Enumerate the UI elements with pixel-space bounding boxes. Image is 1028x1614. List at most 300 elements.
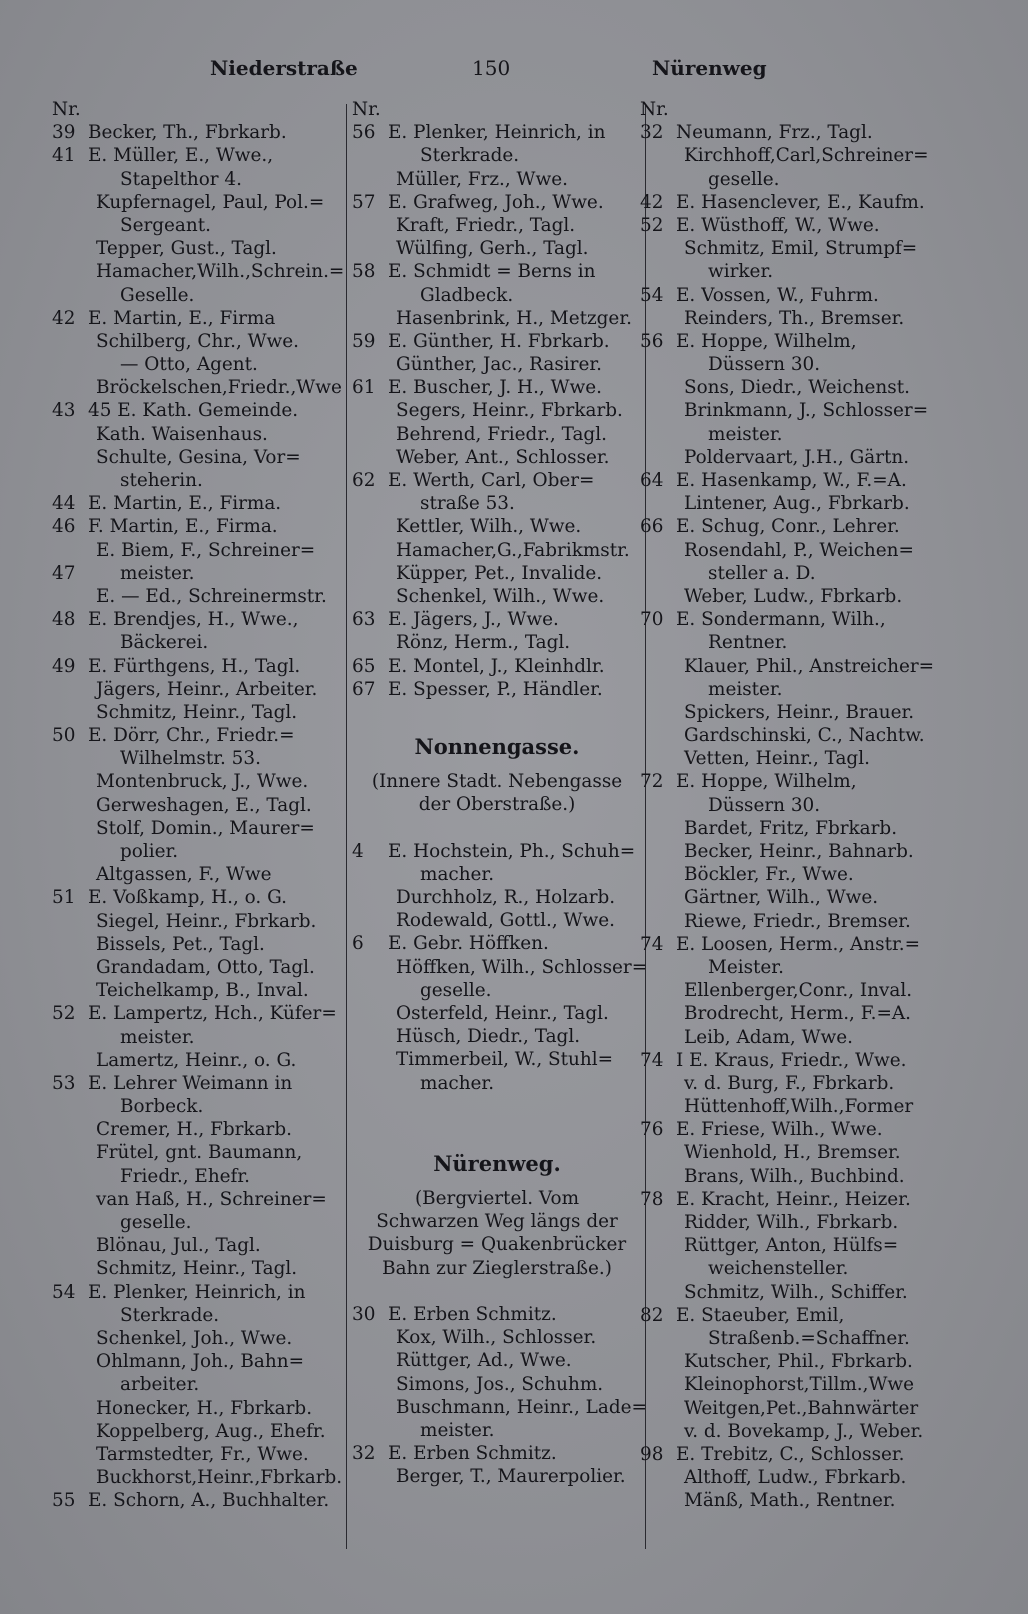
house-number: 61 <box>352 377 376 399</box>
house-number: 52 <box>640 214 664 236</box>
entry-text: Reinders, Th., Bremser. <box>684 307 905 329</box>
entry-text: geselle. <box>708 168 780 190</box>
house-number: 50 <box>52 725 76 747</box>
entry-text: E. Montel, J., Kleinhdlr. <box>388 655 605 677</box>
directory-entry <box>640 1072 940 1095</box>
directory-entry <box>352 1072 642 1095</box>
entry-text: Sergeant. <box>120 214 211 236</box>
directory-entry <box>640 562 940 585</box>
entry-text: E. Wüsthoff, W., Wwe. <box>676 214 880 236</box>
directory-entry <box>52 1165 344 1188</box>
directory-entry <box>640 724 940 747</box>
entry-text: E. Günther, H. Fbrkarb. <box>388 330 610 352</box>
entry-text: Becker, Heinr., Bahnarb. <box>684 841 914 862</box>
directory-entry <box>640 423 940 446</box>
entry-text: E. Friese, Wilh., Wwe. <box>676 1119 883 1141</box>
house-number: 56 <box>352 122 376 144</box>
entry-text: Grandadam, Otto, Tagl. <box>96 956 315 978</box>
entry-text: Weber, Ant., Schlosser. <box>396 446 610 468</box>
entry-text: Schenkel, Joh., Wwe. <box>96 1327 293 1349</box>
entry-text: Segers, Heinr., Fbrkarb. <box>396 400 623 422</box>
entry-text: Mänß, Math., Rentner. <box>684 1490 896 1512</box>
directory-entry <box>640 1443 940 1466</box>
section-title-nonnengasse: Nonnengasse. <box>414 734 580 760</box>
house-number: 82 <box>640 1304 664 1326</box>
directory-entry <box>352 307 642 330</box>
directory-entry <box>352 1419 642 1442</box>
entry-text: Bardet, Fritz, Fbrkarb. <box>684 817 898 839</box>
entry-text: Leib, Adam, Wwe. <box>684 1026 853 1048</box>
entry-text: Kath. Waisenhaus. <box>96 423 268 445</box>
entry-text: E. — Ed., Schreinermstr. <box>96 585 327 607</box>
directory-entry <box>52 1072 344 1095</box>
section-description: Duisburg = Quakenbrücker <box>367 1234 627 1256</box>
entry-text: E. Kracht, Heinr., Heizer. <box>676 1188 911 1210</box>
directory-entry <box>52 539 344 562</box>
entry-text: Küpper, Pet., Invalide. <box>396 562 603 584</box>
entry-text: I E. Kraus, Friedr., Wwe. <box>676 1049 907 1071</box>
header-left-street: Niederstraße <box>210 56 358 80</box>
entry-text: v. d. Bovekamp, J., Weber. <box>684 1420 924 1442</box>
directory-entry <box>640 817 940 840</box>
house-number: 46 <box>52 516 76 538</box>
entry-text: Frütel, gnt. Baumann, <box>96 1142 303 1164</box>
directory-entry <box>52 144 344 167</box>
directory-entry <box>640 840 940 863</box>
entry-text: Rodewald, Gottl., Wwe. <box>396 910 615 932</box>
entry-text: Rüttger, Anton, Hülfs= <box>684 1235 899 1257</box>
entry-text: Lamertz, Heinr., o. G. <box>96 1049 297 1071</box>
section-description: Schwarzen Weg längs der <box>376 1211 618 1233</box>
directory-entry <box>640 284 940 307</box>
directory-entry <box>52 933 344 956</box>
entry-text: Düssern 30. <box>708 354 821 376</box>
directory-entry <box>640 631 940 654</box>
house-number: 64 <box>640 470 664 491</box>
entry-text: Vetten, Heinr., Tagl. <box>684 748 870 770</box>
directory-entry <box>352 191 642 214</box>
house-number: 78 <box>640 1188 664 1210</box>
directory-entry <box>352 608 642 631</box>
entry-text: Wilhelmstr. 53. <box>120 748 261 770</box>
directory-entry <box>352 631 642 654</box>
house-number: 74 <box>640 933 664 955</box>
directory-entry <box>640 98 940 121</box>
entry-text: E. Hasenkamp, W., F.=A. <box>676 470 907 491</box>
directory-entry <box>52 376 344 399</box>
entry-text: Kupfernagel, Paul, Pol.= <box>96 191 325 213</box>
entry-text: Althoff, Ludw., Fbrkarb. <box>684 1467 907 1489</box>
column-left <box>52 98 344 1512</box>
directory-entry <box>640 121 940 144</box>
entry-text: Simons, Jos., Schuhm. <box>396 1373 604 1395</box>
entry-text: E. Werth, Carl, Ober= <box>388 470 595 491</box>
directory-entry <box>52 840 344 863</box>
directory-entry <box>640 1118 940 1141</box>
directory-entry <box>640 539 940 562</box>
entry-text: Riewe, Friedr., Bremser. <box>684 910 911 932</box>
entry-text: — Otto, Agent. <box>120 354 258 376</box>
section-description: (Innere Stadt. Nebengasse <box>371 771 623 793</box>
entry-text: Borbeck. <box>120 1096 204 1118</box>
directory-entry <box>352 956 648 979</box>
directory-entry <box>52 237 344 260</box>
entry-text: Ridder, Wilh., Fbrkarb. <box>684 1212 899 1233</box>
house-number: Nr. <box>640 99 669 120</box>
house-number: 63 <box>352 609 376 631</box>
entry-text: Böckler, Fr., Wwe. <box>684 864 854 886</box>
entry-text: Teichelkamp, B., Inval. <box>96 980 309 1002</box>
directory-entry <box>52 631 344 654</box>
house-number: 30 <box>352 1304 376 1325</box>
entry-text: E. Schmidt = Berns in <box>388 261 596 283</box>
section-title-nuerenweg: Nürenweg. <box>433 1151 561 1177</box>
entry-text: Cremer, H., Fbrkarb. <box>96 1119 292 1141</box>
entry-text: Geselle. <box>120 284 195 306</box>
directory-entry <box>352 492 642 515</box>
entry-text: Osterfeld, Heinr., Tagl. <box>396 1002 609 1024</box>
directory-entry <box>640 701 940 724</box>
entry-text: E. Jägers, J., Wwe. <box>388 609 559 631</box>
directory-entry <box>352 260 642 283</box>
entry-text: van Haß, H., Schreiner= <box>96 1188 327 1210</box>
house-number: 41 <box>52 145 76 167</box>
entry-text: polier. <box>120 841 179 862</box>
entry-text: Berger, T., Maurerpolier. <box>396 1466 626 1488</box>
directory-entry <box>640 863 940 886</box>
entry-text: Hüsch, Diedr., Tagl. <box>396 1026 581 1048</box>
directory-entry <box>352 1025 642 1048</box>
directory-entry <box>640 1281 940 1304</box>
directory-entry <box>52 98 344 121</box>
directory-entry <box>52 423 344 446</box>
directory-entry <box>640 1304 940 1327</box>
directory-entry <box>52 562 344 585</box>
directory-entry <box>352 539 642 562</box>
entry-text: Friedr., Ehefr. <box>120 1165 250 1187</box>
entry-text: Brinkmann, J., Schlosser= <box>684 400 929 422</box>
directory-entry <box>52 399 344 422</box>
entry-text: E. Lampertz, Hch., Küfer= <box>88 1003 337 1025</box>
entry-text: Buckhorst,Heinr.,Fbrkarb. <box>96 1467 343 1489</box>
entry-text: E. Hoppe, Wilhelm, <box>676 771 857 793</box>
page-header <box>0 56 1028 92</box>
directory-entry <box>640 910 940 933</box>
entry-text: Sterkrade. <box>420 145 520 167</box>
entry-text: v. d. Burg, F., Fbrkarb. <box>684 1072 895 1094</box>
entry-text: Tarmstedter, Fr., Wwe. <box>96 1443 309 1465</box>
house-number: 32 <box>352 1443 376 1465</box>
directory-entry <box>352 237 642 260</box>
house-number: 32 <box>640 122 664 144</box>
entry-text: Buschmann, Heinr., Lade= <box>396 1396 647 1418</box>
house-number: 4 <box>352 840 364 862</box>
directory-entry <box>52 1118 344 1141</box>
directory-entry <box>52 794 344 817</box>
directory-entry <box>52 724 344 747</box>
house-number: Nr. <box>52 99 81 120</box>
entry-text: Hüttenhoff,Wilh.,Former <box>684 1096 914 1118</box>
directory-entry <box>52 330 344 353</box>
directory-entry <box>52 284 344 307</box>
directory-entry <box>640 1002 940 1025</box>
directory-entry <box>640 608 940 631</box>
section-description: der Oberstraße.) <box>418 794 576 816</box>
directory-entry <box>640 1350 940 1373</box>
directory-entry <box>52 446 344 469</box>
entry-text: E. Buscher, J. H., Wwe. <box>388 377 602 399</box>
directory-entry <box>640 1188 940 1211</box>
directory-entry <box>640 307 940 330</box>
house-number: 70 <box>640 609 664 631</box>
entry-text: Schmitz, Heinr., Tagl. <box>96 701 298 723</box>
entry-text: Brodrecht, Herm., F.=A. <box>684 1003 912 1025</box>
entry-text: meister. <box>120 562 195 584</box>
directory-entry <box>640 446 940 469</box>
entry-text: E. Brendjes, H., Wwe., <box>88 609 299 631</box>
directory-entry <box>352 932 642 955</box>
entry-text: Becker, Th., Fbrkarb. <box>88 122 287 144</box>
entry-text: Schmitz, Emil, Strumpf= <box>684 238 918 260</box>
house-number: Nr. <box>352 99 381 120</box>
entry-text: Höffken, Wilh., Schlosser= <box>396 956 648 978</box>
house-number: 72 <box>640 771 664 793</box>
entry-text: Sons, Diedr., Weichenst. <box>684 377 910 399</box>
house-number: 55 <box>52 1490 76 1512</box>
section-description: (Bergviertel. Vom <box>414 1188 580 1210</box>
directory-entry <box>640 1026 940 1049</box>
entry-text: E. Erben Schmitz. <box>388 1304 557 1325</box>
entry-text: Lintener, Aug., Fbrkarb. <box>684 493 910 515</box>
house-number: 59 <box>352 330 376 352</box>
directory-entry <box>352 399 642 422</box>
directory-entry <box>640 399 940 422</box>
directory-entry <box>52 585 344 608</box>
house-number: 51 <box>52 887 76 909</box>
directory-entry <box>640 353 940 376</box>
directory-entry <box>52 886 344 909</box>
directory-entry <box>352 909 642 932</box>
house-number: 58 <box>352 261 376 283</box>
directory-entry <box>352 562 642 585</box>
entry-text: E. Gebr. Höffken. <box>388 933 549 955</box>
directory-entry <box>352 1303 642 1326</box>
directory-entry <box>640 933 940 956</box>
house-number: 56 <box>640 330 664 352</box>
entry-text: E. Hochstein, Ph., Schuh= <box>388 840 636 862</box>
entry-text: Schmitz, Heinr., Tagl. <box>96 1258 298 1280</box>
directory-entry <box>52 817 344 840</box>
directory-entry <box>52 1002 344 1025</box>
house-number: 98 <box>640 1443 664 1465</box>
entry-text: Kox, Wilh., Schlosser. <box>396 1327 597 1349</box>
entry-text: E. Erben Schmitz. <box>388 1443 557 1465</box>
directory-entry <box>352 284 642 307</box>
entry-text: Spickers, Heinr., Brauer. <box>684 701 915 723</box>
directory-entry <box>52 1397 344 1420</box>
directory-entry <box>352 144 642 167</box>
entry-text: Günther, Jac., Rasirer. <box>396 354 602 376</box>
directory-entry <box>640 144 940 167</box>
directory-entry <box>52 1466 344 1489</box>
house-number: 57 <box>352 191 376 213</box>
directory-entry <box>52 608 344 631</box>
directory-entry <box>52 515 344 538</box>
entry-text: Kutscher, Phil., Fbrkarb. <box>684 1351 913 1373</box>
house-number: 6 <box>352 933 364 955</box>
entry-text: weichensteller. <box>708 1258 849 1280</box>
entry-text: meister. <box>420 1419 495 1441</box>
directory-entry <box>52 260 344 283</box>
entry-text: geselle. <box>120 1212 192 1233</box>
entry-text: E. Plenker, Heinrich, in <box>388 122 606 144</box>
house-number: 66 <box>640 516 664 538</box>
entry-text: Jägers, Heinr., Arbeiter. <box>96 678 318 700</box>
entry-text: Blönau, Jul., Tagl. <box>96 1235 261 1257</box>
entry-text: Rönz, Herm., Tagl. <box>396 632 571 654</box>
entry-text: meister. <box>708 423 783 445</box>
directory-entry <box>640 1373 940 1396</box>
house-number: 49 <box>52 655 76 677</box>
directory-entry <box>52 121 344 144</box>
directory-entry <box>352 585 642 608</box>
directory-entry <box>640 330 940 353</box>
column-middle <box>352 98 648 1489</box>
directory-entry <box>52 469 344 492</box>
entry-text: Straßenb.=Schaffner. <box>708 1327 910 1349</box>
entry-text: E. Müller, E., Wwe., <box>88 145 274 167</box>
directory-entry <box>352 376 642 399</box>
house-number: 47 <box>52 562 76 584</box>
entry-text: E. Martin, E., Firma. <box>88 493 282 515</box>
entry-text: Rosendahl, P., Weichen= <box>684 539 914 561</box>
directory-entry <box>52 1257 344 1280</box>
directory-entry <box>640 1165 940 1188</box>
directory-entry <box>640 1420 940 1443</box>
directory-entry <box>52 1489 344 1512</box>
directory-entry <box>52 1373 344 1396</box>
entry-text: geselle. <box>420 979 492 1001</box>
directory-entry <box>52 307 344 330</box>
entry-text: Rentner. <box>708 632 788 654</box>
directory-entry <box>352 1373 642 1396</box>
directory-entry <box>52 1304 344 1327</box>
house-number: 54 <box>52 1281 76 1303</box>
directory-entry <box>52 863 344 886</box>
directory-entry <box>640 260 940 283</box>
entry-text: steherin. <box>120 470 203 491</box>
directory-entry <box>52 353 344 376</box>
entry-text: E. Schorn, A., Buchhalter. <box>88 1490 330 1512</box>
entry-text: Durchholz, R., Holzarb. <box>396 887 616 908</box>
directory-entry <box>52 168 344 191</box>
entry-text: Koppelberg, Aug., Ehefr. <box>96 1420 326 1442</box>
entry-text: Gladbeck. <box>420 284 514 306</box>
directory-entry <box>640 1049 940 1072</box>
entry-text: Kleinophorst,Tillm.,Wwe <box>684 1374 915 1396</box>
entry-text: Gardschinski, C., Nachtw. <box>684 725 925 747</box>
directory-entry <box>352 1349 642 1372</box>
entry-text: arbeiter. <box>120 1374 200 1396</box>
directory-entry <box>352 1396 647 1419</box>
directory-entry <box>52 214 344 237</box>
entry-text: Meister. <box>708 956 784 978</box>
house-number: 76 <box>640 1119 664 1141</box>
entry-text: Schilberg, Chr., Wwe. <box>96 330 300 352</box>
entry-text: Siegel, Heinr., Fbrkarb. <box>96 910 317 932</box>
nuerenweg-entries <box>352 1303 647 1489</box>
directory-entry <box>52 1188 344 1211</box>
directory-entry <box>640 678 940 701</box>
section-description: Bahn zur Zieglerstraße.) <box>382 1257 612 1279</box>
directory-entry <box>640 1489 940 1512</box>
directory-entry <box>52 956 344 979</box>
directory-entry <box>640 770 940 793</box>
entry-text: E. Grafweg, Joh., Wwe. <box>388 191 604 213</box>
niederstrasse-continued <box>352 98 642 701</box>
column-divider <box>346 104 347 1549</box>
entry-text: Bröckelschen,Friedr.,Wwe <box>96 377 342 399</box>
house-number: 43 <box>52 400 76 422</box>
directory-entry <box>640 1211 940 1234</box>
directory-entry <box>52 678 344 701</box>
directory-entry <box>52 1049 344 1072</box>
directory-entry <box>640 191 940 214</box>
directory-entry <box>352 1048 642 1071</box>
directory-entry <box>352 655 642 678</box>
entry-text: Hamacher,G.,Fabrikmstr. <box>396 539 630 561</box>
directory-entry <box>640 747 940 770</box>
directory-entry <box>52 1443 344 1466</box>
directory-entry <box>640 979 940 1002</box>
entry-text: Schenkel, Wilh., Wwe. <box>396 585 605 607</box>
entry-text: meister. <box>120 1026 195 1048</box>
entry-text: E. Spesser, P., Händler. <box>388 678 603 700</box>
directory-entry <box>352 214 642 237</box>
directory-entry <box>352 979 642 1002</box>
entry-text: Ellenberger,Conr., Inval. <box>684 980 913 1002</box>
directory-entry <box>640 515 940 538</box>
directory-entry <box>52 1420 344 1443</box>
page-number: 150 <box>472 56 511 80</box>
directory-entry <box>52 191 344 214</box>
entry-text: E. Voßkamp, H., o. G. <box>88 887 287 909</box>
directory-entry <box>640 214 940 237</box>
entry-text: Wienhold, H., Bremser. <box>684 1142 901 1164</box>
directory-entry <box>52 655 344 678</box>
entry-text: macher. <box>420 863 495 885</box>
entry-text: Behrend, Friedr., Tagl. <box>396 423 607 445</box>
entry-text: Kraft, Friedr., Tagl. <box>396 214 576 236</box>
entry-text: Hasenbrink, H., Metzger. <box>396 307 632 329</box>
directory-entry <box>352 469 642 492</box>
house-number: 42 <box>52 307 76 329</box>
directory-entry <box>640 655 940 678</box>
entry-text: Schmitz, Wilh., Schiffer. <box>684 1281 908 1303</box>
house-number: 65 <box>352 655 376 677</box>
directory-entry <box>640 886 940 909</box>
entry-text: wirker. <box>708 261 774 283</box>
house-number: 44 <box>52 493 76 515</box>
directory-entry <box>640 492 940 515</box>
entry-text: E. Schug, Conr., Lehrer. <box>676 516 900 538</box>
entry-text: E. Loosen, Herm., Anstr.= <box>676 933 920 955</box>
entry-text: E. Trebitz, C., Schlosser. <box>676 1443 905 1465</box>
directory-entry <box>52 492 344 515</box>
directory-entry <box>352 353 642 376</box>
directory-entry <box>352 678 642 701</box>
house-number: 42 <box>640 191 664 213</box>
